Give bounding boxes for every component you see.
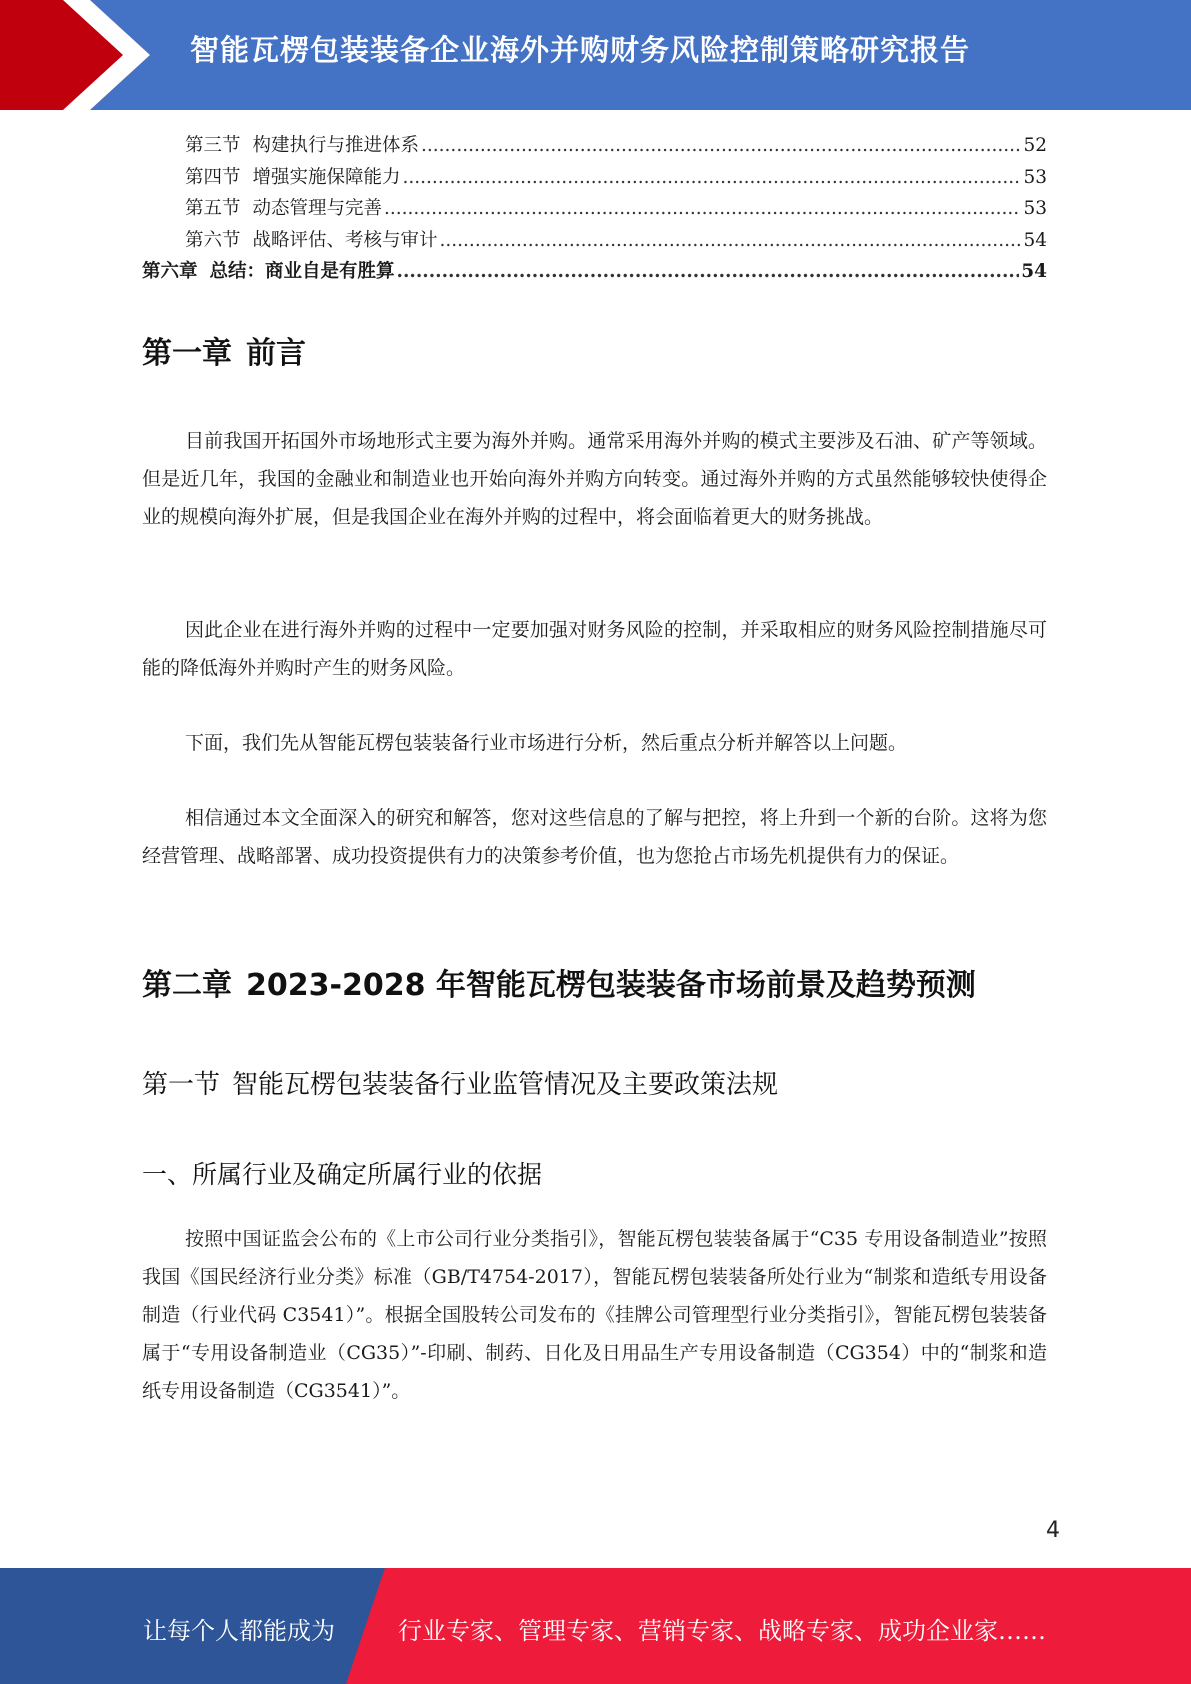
page-header — [0, 0, 1191, 110]
toc-chapter-entry[interactable] — [142, 257, 1047, 289]
body-paragraph: 下面，我们先从智能瓦楞包装装备行业市场进行分析，然后重点分析并解答以上问题。 — [185, 732, 908, 754]
toc-entry-page: 53 — [1023, 198, 1047, 219]
toc-entry[interactable] — [142, 163, 1047, 195]
toc-entry[interactable] — [142, 194, 1047, 226]
chapter-title: 2023-2028 年智能瓦楞包装装备市场前景及趋势预测 — [246, 968, 976, 1003]
toc-leader-dots — [440, 230, 1022, 251]
body-paragraph: 因此企业在进行海外并购的过程中一定要加强对财务风险的控制，并采取相应的财务风险控制措施尽可能的降低海外并购时产生的财务风险。 — [142, 619, 1047, 679]
section-number: 第一节 — [142, 1070, 221, 1100]
toc-entry[interactable] — [142, 131, 1047, 163]
toc-entry-title: 总结：商业自是有胜算 — [209, 261, 395, 282]
toc-leader-dots — [397, 261, 1020, 282]
body-paragraph: 按照中国证监会公布的《上市公司行业分类指引》，智能瓦楞包装装备属于“C35 专用设备制造业”按照我国《国民经济行业分类》标准（GB/T4754-2017），智能瓦楞包装装备所处行业为“制浆和造纸专用设备制造（行业代码 C3541）”。根据全国股转公司发布的《挂牌公司管理型行业分类指引》，智能瓦楞包装装备属于“专用设备制造业（CG35）”-印刷、制药、日化及日用品生产专用设备制造（CG354）中的“制浆和造纸专用设备制造（CG3541）”。 — [142, 1228, 1047, 1402]
toc-entry-number: 第五节 — [185, 198, 241, 219]
chapter-heading — [142, 960, 976, 1004]
toc-entry-label — [185, 131, 419, 157]
footer-slogan-left: 让每个人都能成为 — [143, 1617, 335, 1645]
chapter-title: 前言 — [246, 336, 306, 371]
footer-slogan-right: 行业专家、管理专家、营销专家、战略专家、成功企业家…… — [398, 1617, 1046, 1645]
toc-leader-dots — [421, 135, 1021, 156]
toc-entry-title: 战略评估、考核与审计 — [252, 229, 438, 251]
page-footer — [0, 1568, 1191, 1684]
toc-entry-page: 54 — [1023, 229, 1047, 251]
toc-entry-number: 第六节 — [185, 229, 241, 251]
toc-entry-page: 54 — [1021, 261, 1047, 282]
chapter-number: 第二章 — [142, 968, 232, 1003]
section-title: 智能瓦楞包装装备行业监管情况及主要政策法规 — [232, 1070, 779, 1100]
toc-entry-title: 增强实施保障能力 — [252, 166, 401, 188]
toc-entry-page: 53 — [1023, 166, 1047, 188]
toc-entry-title: 构建执行与推进体系 — [252, 135, 420, 156]
body-paragraph: 目前我国开拓国外市场地形式主要为海外并购。通常采用海外并购的模式主要涉及石油、矿产等领域。但是近几年，我国的金融业和制造业也开始向海外并购方向转变。通过海外并购的方式虽然能够较快使得企业的规模向海外扩展，但是我国企业在海外并购的过程中，将会面临着更大的财务挑战。 — [142, 430, 1047, 528]
chapter-number: 第一章 — [142, 336, 232, 371]
toc-entry-page: 52 — [1023, 135, 1047, 156]
toc-entry-title: 动态管理与完善 — [252, 198, 383, 219]
toc-entry-label — [142, 257, 395, 283]
subsection-heading: 一、所属行业及确定所属行业的依据 — [142, 1160, 543, 1189]
toc-entry-label — [185, 226, 438, 252]
toc-leader-dots — [384, 198, 1021, 219]
toc-leader-dots — [403, 167, 1022, 188]
body-paragraph: 相信通过本文全面深入的研究和解答，您对这些信息的了解与把控，将上升到一个新的台阶。这将为您经营管理、战略部署、成功投资提供有力的决策参考价值，也为您抢占市场先机提供有力的保证。 — [142, 807, 1047, 867]
toc-entry-number: 第三节 — [185, 135, 241, 156]
section-heading — [142, 1064, 778, 1101]
toc-entry-number: 第六章 — [142, 261, 198, 282]
toc-entry-number: 第四节 — [185, 166, 241, 188]
toc-entry[interactable] — [142, 226, 1047, 258]
table-of-contents — [142, 131, 1047, 289]
report-title: 智能瓦楞包装装备企业海外并购财务风险控制策略研究报告 — [190, 33, 971, 67]
toc-entry-label — [185, 194, 382, 220]
chapter-heading — [142, 328, 306, 372]
toc-entry-label — [185, 163, 401, 189]
page-number: 4 — [1046, 1518, 1060, 1543]
